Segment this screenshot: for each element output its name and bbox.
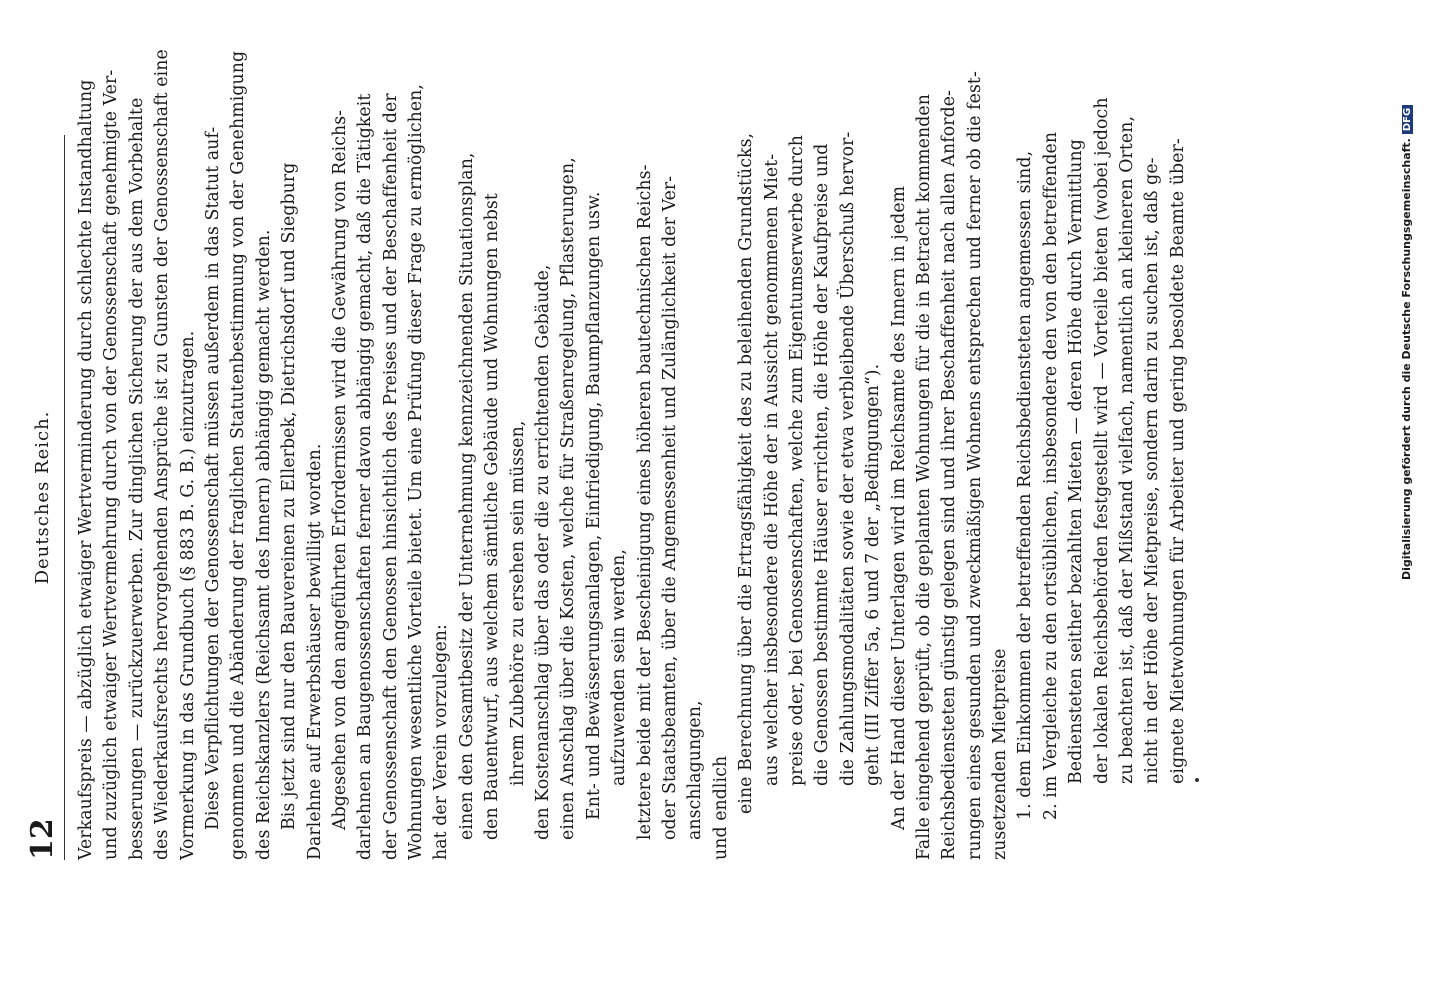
- text-line: Reichsbediensteten günstig gelegen sind und ihrer Beschaffenheit nach allen Anforde-: [939, 90, 960, 860]
- text-line: Verkaufspreis — abzüglich etwaiger Wertverminderung durch schlechte Instandhaltung: [76, 79, 96, 860]
- text-line: des Wiederkaufsrechts hervorgehenden Ansprüche ist zu Gunsten der Genossenschaft eine: [152, 49, 173, 860]
- text-line: rungen eines gesunden und zweckmäßigen Wohnens entsprechen und ferner ob die fest-: [964, 71, 985, 860]
- stray-mark: [1195, 778, 1199, 782]
- text-line: die Zahlungsmodalitäten sowie der etwa verbleibende Überschuß hervor-: [837, 131, 858, 786]
- text-line: letztere beide mit der Bescheinigung eines höheren bautechnischen Reichs-: [634, 164, 655, 840]
- text-line: Bediensteten seither bezahlten Mieten — deren Höhe durch Vermittlung: [1066, 139, 1087, 784]
- text-line: eignete Mietwohnungen für Arbeiter und gering besoldete Beamte über-: [1167, 138, 1188, 784]
- running-title: Deutsches Reich.: [32, 410, 53, 585]
- text-line: eine Berechnung über die Ertragsfähigkeit des zu beleihenden Grundstücks,: [736, 132, 757, 814]
- funding-note-text: Digitalisierung gefördert durch die Deutsche Forschungsgemeinschaft.: [1400, 138, 1413, 580]
- text-line: einen den Gesamtbesitz der Unternehmung kennzeichnenden Situationsplan,: [456, 152, 477, 840]
- text-line: aus welcher insbesondere die Höhe der in Aussicht genommenen Miet-: [761, 153, 782, 786]
- text-line: der lokalen Reichsbehörden festgestellt wird — Vorteile bieten (wobei jedoch: [1091, 97, 1112, 784]
- text-line: aufzuwenden sein werden,: [609, 549, 630, 786]
- text-line: zu beachten ist, daß der Mißstand vielfach, namentlich an kleineren Orten,: [1117, 115, 1138, 784]
- dfg-logo: DFG: [1402, 105, 1413, 134]
- body-text: [74, 49, 1191, 860]
- text-line: zusetzenden Mietpreise: [990, 648, 1011, 860]
- header-rule: [64, 135, 65, 860]
- text-line: Wohnungen wesentliche Vorteile bietet. Um eine Prüfung dieser Frage zu ermöglichen,: [406, 84, 427, 860]
- text-line: 2. im Vergleiche zu den ortsüblichen, insbesondere den von den betreffenden: [1040, 131, 1061, 820]
- page-number: 12: [25, 818, 60, 860]
- text-line: der Genossenschaft den Genossen hinsichtlich des Preises und der Beschaffenheit der: [380, 93, 401, 860]
- text-line: den Kostenanschlag über das oder die zu errichtenden Gebäude,: [533, 264, 554, 840]
- funding-note: [1400, 105, 1413, 580]
- text-line: des Reichskanzlers (Reichsamt des Innern) abhängig gemacht werden.: [253, 229, 274, 860]
- text-line: ihrem Zubehöre zu ersehen sein müssen,: [507, 420, 528, 786]
- text-line: preise oder, bei Genossenschaften, welche zum Eigentumserwerbe durch: [786, 134, 807, 786]
- text-line: An der Hand dieser Unterlagen wird im Reichsamte des Innern in jedem: [888, 185, 909, 830]
- text-line: und zuzüglich etwaiger Wertvermehrung durch von der Genossenschaft genehmigte Ver-: [101, 69, 122, 860]
- text-line: nicht in der Höhe der Mietpreise, sondern darin zu suchen ist, daß ge-: [1142, 157, 1163, 784]
- text-line: darlehnen an Baugenossenschaften ferner davon abhängig gemacht, daß die Tätigkeit: [355, 93, 376, 860]
- text-line: Diese Verpflichtungen der Genossenschaft müssen außerdem in das Statut auf-: [202, 126, 223, 830]
- text-line: Darlehne auf Erwerbshäuser bewilligt worden.: [304, 443, 325, 860]
- text-line: oder Staatsbeamten, über die Angemessenheit und Zulänglichkeit der Ver-: [659, 175, 680, 840]
- text-line: genommen und die Abänderung der fraglichen Statutenbestimmung von der Genehmigung: [228, 50, 249, 860]
- text-line: Vormerkung in das Grundbuch (§ 883 B. G. B.) einzutragen.: [177, 330, 198, 860]
- text-line: und endlich: [710, 755, 731, 860]
- text-line: geht (III Ziffer 5a, 6 und 7 der „Bedingungen“).: [863, 363, 884, 786]
- page-header: [26, 135, 60, 860]
- text-line: die Genossen bestimmte Häuser errichten, die Höhe der Kaufpreise und: [812, 143, 833, 786]
- text-line: 1. dem Einkommen der betreffenden Reichsbediensteten angemessen sind,: [1015, 150, 1036, 820]
- text-line: Ent- und Bewässerungsanlagen, Einfriedigung, Baumpflanzungen usw.: [583, 191, 604, 820]
- text-line: hat der Verein vorzulegen:: [431, 624, 452, 860]
- text-line: besserungen — zurückzuerwerben. Zur dinglichen Sicherung der aus dem Vorbehalte: [126, 97, 147, 860]
- text-line: einen Anschlag über die Kosten, welche für Straßenregelung, Pflasterungen,: [558, 157, 579, 840]
- text-line: anschlagungen,: [685, 700, 706, 840]
- text-line: den Bauentwurf, aus welchem sämtliche Gebäude und Wohnungen nebst: [482, 193, 503, 840]
- text-line: Falle eingehend geprüft, ob die geplanten Wohnungen für die in Betracht kommenden: [913, 94, 934, 860]
- text-line: Abgesehen von den angeführten Erfordernissen wird die Gewährung von Reichs-: [329, 109, 350, 830]
- text-line: Bis jetzt sind nur den Bauvereinen zu Ellerbek, Dietrichsdorf und Siegburg: [279, 162, 300, 830]
